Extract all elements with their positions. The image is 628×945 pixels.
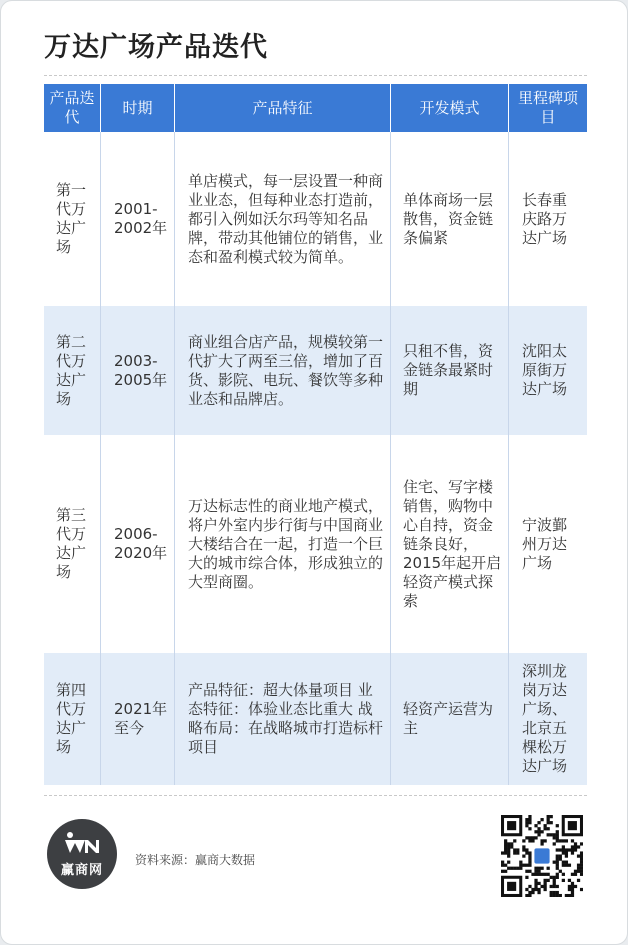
cell-milestone: 深圳龙岗万达广场、北京五棵松万达广场 (509, 653, 587, 785)
logo-text: 赢商网 (60, 863, 103, 878)
iteration-table (44, 84, 587, 785)
table-row (44, 653, 587, 785)
cell-dev-mode: 住宅、写字楼销售，购物中心自持，资金链条良好，2015年起开启轻资产模式探索 (391, 435, 509, 653)
data-source: 资料来源：赢商大数据 (135, 853, 256, 867)
cell-features: 商业组合店产品，规模较第一代扩大了两至三倍，增加了百货、影院、电玩、餐饮等多种业态和品牌店。 (175, 306, 391, 435)
cell-features: 万达标志性的商业地产模式，将户外室内步行街与中国商业大楼结合在一起，打造一个巨大的城市综合体，形成独立的大型商圈。 (175, 435, 391, 653)
cell-generation: 第二代万达广场 (44, 306, 101, 435)
footer-divider (44, 795, 587, 796)
table-row (44, 435, 587, 653)
title-divider (44, 75, 587, 76)
header-dev-mode: 开发模式 (391, 84, 509, 132)
logo-wn-icon (64, 831, 100, 857)
cell-features: 单店模式，每一层设置一种商业业态，但每种业态打造前，都引入例如沃尔玛等知名品牌，带动其他铺位的销售，业态和盈利模式较为简单。 (175, 132, 391, 306)
cell-period: 2021年至今 (101, 653, 175, 785)
cell-generation: 第三代万达广场 (44, 435, 101, 653)
cell-period: 2006-2020年 (101, 435, 175, 653)
header-period: 时期 (101, 84, 175, 132)
qr-code-icon (501, 815, 583, 897)
header-generation: 产品迭代 (44, 84, 101, 132)
cell-period: 2003-2005年 (101, 306, 175, 435)
table-row (44, 132, 587, 306)
cell-period: 2001-2002年 (101, 132, 175, 306)
cell-dev-mode: 只租不售，资金链条最紧时期 (391, 306, 509, 435)
header-features: 产品特征 (175, 84, 391, 132)
table-row (44, 306, 587, 435)
page-title: 万达广场产品迭代 (44, 32, 268, 63)
cell-generation: 第四代万达广场 (44, 653, 101, 785)
cell-generation: 第一代万达广场 (44, 132, 101, 306)
cell-dev-mode: 单体商场一层散售，资金链条偏紧 (391, 132, 509, 306)
cell-features: 产品特征：超大体量项目 业态特征：体验业态比重大 战略布局：在战略城市打造标杆项目 (175, 653, 391, 785)
winshang-logo (47, 819, 117, 889)
cell-milestone: 沈阳太原街万达广场 (509, 306, 587, 435)
cell-dev-mode: 轻资产运营为主 (391, 653, 509, 785)
table-header-row (44, 84, 587, 132)
cell-milestone: 宁波鄞州万达广场 (509, 435, 587, 653)
cell-milestone: 长春重庆路万达广场 (509, 132, 587, 306)
header-milestone: 里程碑项目 (509, 84, 587, 132)
